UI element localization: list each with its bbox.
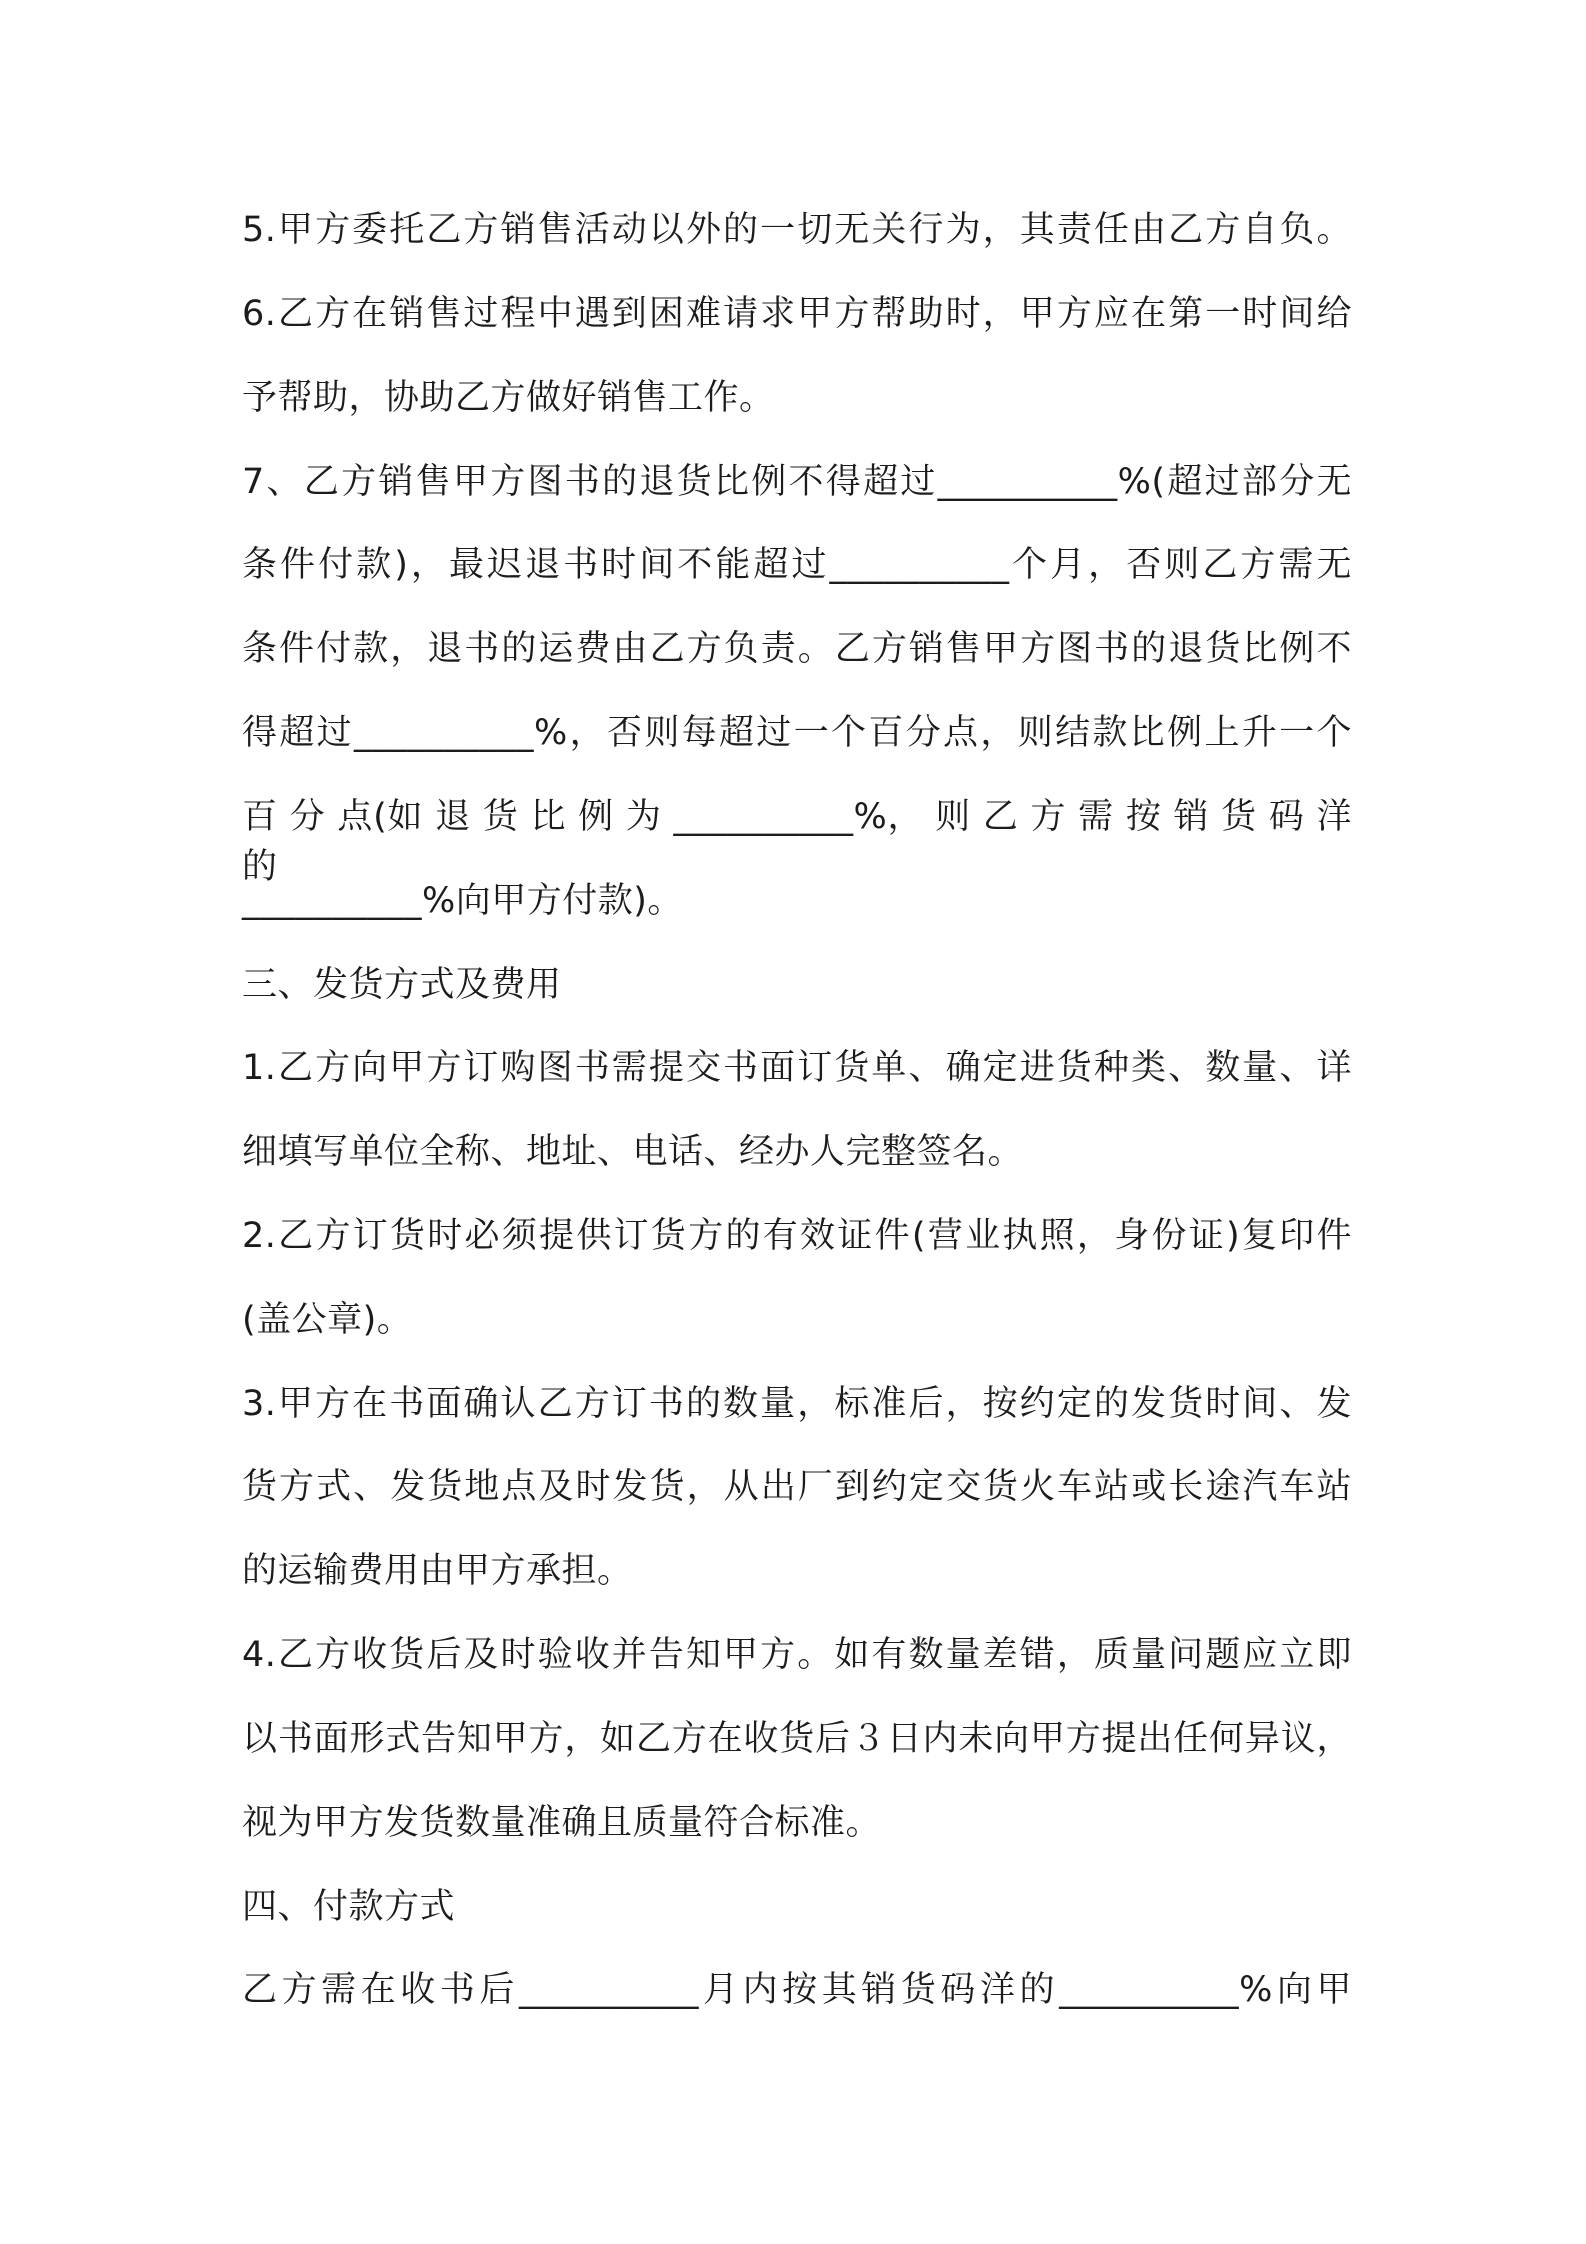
text-line: (盖公章)。 [242,1300,413,1340]
text-line: 6.乙方在销售过程中遇到困难请求甲方帮助时，甲方应在第一时间给 [242,294,1352,334]
text-line: 的运输费用由甲方承担。 [242,1551,633,1591]
text-line: 百 分 点(如 退 货 比 例 为 __________%， 则 乙 方 需 按 销 货 码 洋 的 [242,797,1352,887]
text-line: 1.乙方向甲方订购图书需提交书面订货单、确定进货种类、数量、详 [242,1048,1352,1088]
text-line: 3.甲方在书面确认乙方订书的数量，标准后，按约定的发货时间、发 [242,1384,1352,1424]
text-line: 货方式、发货地点及时发货，从出厂到约定交货火车站或长途汽车站 [242,1467,1352,1507]
text-line: 得超过__________%，否则每超过一个百分点，则结款比例上升一个 [242,713,1352,753]
text-line: 视为甲方发货数量准确且质量符合标准。 [242,1803,882,1843]
text-line: 2.乙方订货时必须提供订货方的有效证件(营业执照，身份证)复印件 [242,1216,1352,1256]
text-line: __________%向甲方付款)。 [242,881,683,921]
text-line: 乙方需在收书后__________月内按其销货码洋的__________%向甲 [242,1970,1352,2010]
text-line: 以书面形式告知甲方，如乙方在收货后３日内未向甲方提出任何异议， [242,1719,1352,1759]
text-line: 条件付款)，最迟退书时间不能超过__________个月，否则乙方需无 [242,545,1352,585]
text-line: 细填写单位全称、地址、电话、经办人完整签名。 [242,1132,1024,1172]
text-line: 予帮助，协助乙方做好销售工作。 [242,378,775,418]
text-line: 5.甲方委托乙方销售活动以外的一切无关行为，其责任由乙方自负。 [242,210,1352,250]
text-line: 7、乙方销售甲方图书的退货比例不得超过__________%(超过部分无 [242,462,1352,502]
section-heading: 四、付款方式 [242,1887,456,1927]
text-line: 4.乙方收货后及时验收并告知甲方。如有数量差错，质量问题应立即 [242,1635,1352,1675]
section-heading: 三、发货方式及费用 [242,965,562,1005]
text-line: 条件付款，退书的运费由乙方负责。乙方销售甲方图书的退货比例不 [242,629,1352,669]
